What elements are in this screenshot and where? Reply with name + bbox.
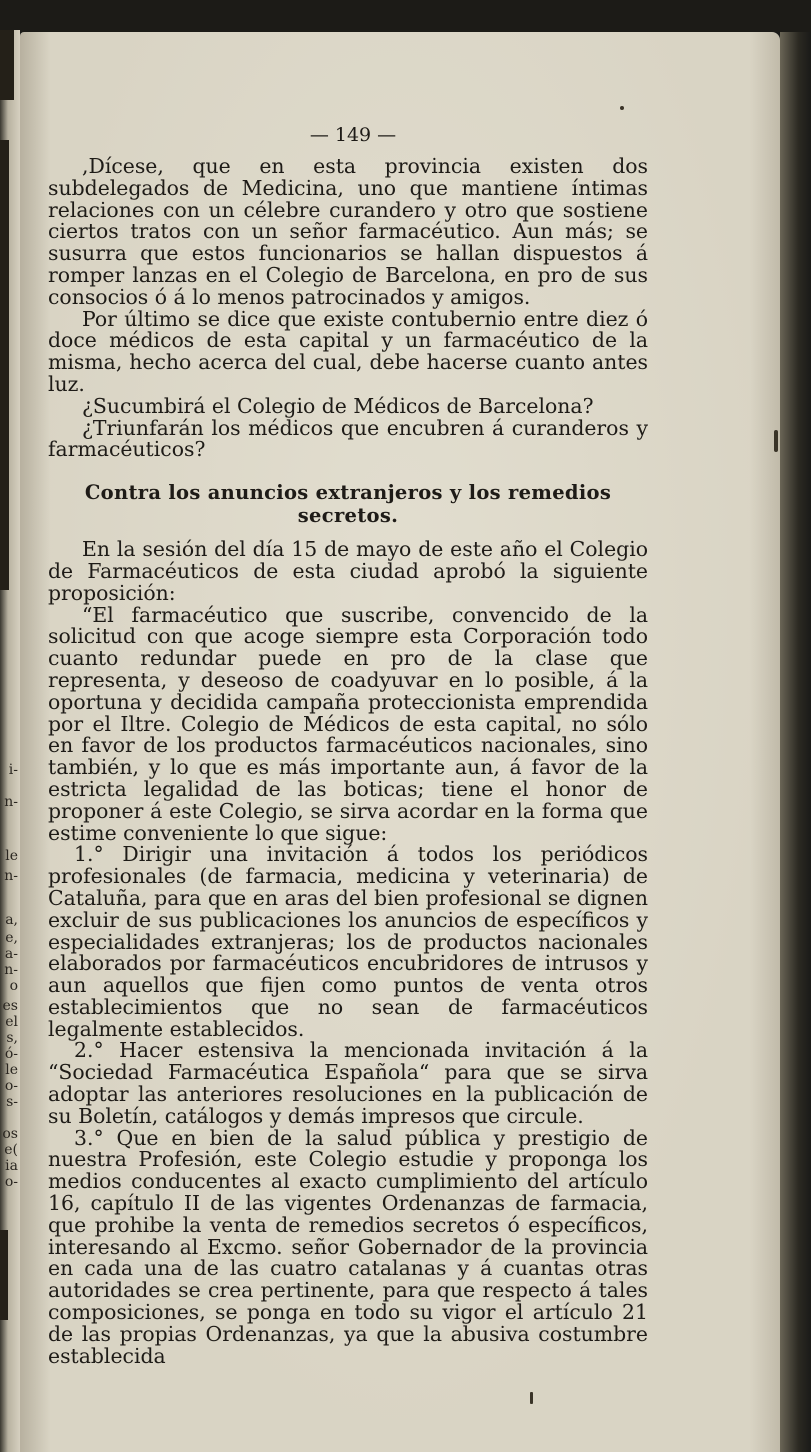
- list-item: 1.° Dirigir una invitación á todos los periódicos profesionales (de farmacia, medicina y veterinaria) de Cataluña, para que en aras del bien profesional se dignen excluir de sus publicaciones los anuncios de específicos y especialidades extranjeras; los de productos nacionales elaborados por farmacéuticos encubridores de intrusos y aun aquellos que fijen como puntos de venta otros establecimientos que no sean de farmacéuticos legalmente establecidos.: [48, 842, 648, 1041]
- left-fragment: os: [2, 1126, 18, 1142]
- scanner-background-top: [0, 0, 811, 32]
- adjacent-page-edge: [0, 30, 20, 1452]
- section-heading: Contra los anuncios extranjeros y los remedios secretos.: [84, 481, 612, 528]
- left-fragment: s-: [6, 1094, 18, 1110]
- left-fragment: o: [9, 978, 18, 994]
- paragraph: “El farmacéutico que suscribe, convencido de la solicitud con que acoge siempre esta Corporación todo cuanto redundar puede en pro de la clase que representa, y deseoso de coadyuvar en lo posible, á la oportuna y decidida campaña proteccionista emprendida por el Iltre. Colegio de Médicos de esta capital, no sólo en favor de los productos farmacéuticos nacionales, sino también, y lo que es más importante aun, á favor de la estricta legalidad de las boticas; tiene el honor de proponer á este Colegio, se sirva acordar en la forma que estime conveniente lo que sigue:: [48, 602, 648, 845]
- left-fragment: a-: [4, 946, 18, 962]
- left-fragment: a,: [5, 912, 18, 928]
- ink-mark: [530, 1392, 533, 1404]
- paragraph: En la sesión del día 15 de mayo de este año el Colegio de Farmacéuticos de esta ciudad aprobó la siguiente proposición:: [48, 537, 648, 605]
- left-fragment: i-: [8, 762, 18, 778]
- left-fragment: e(: [4, 1142, 18, 1158]
- paragraph: Por último se dice que existe contubernio entre diez ó doce médicos de esta capital y un farmacéutico de la misma, hecho acerca del cual, debe hacerse cuanto antes luz.: [48, 306, 648, 396]
- left-fragment: o-: [4, 1174, 18, 1190]
- left-fragment: s,: [6, 1030, 18, 1046]
- left-fragment: o-: [4, 1078, 18, 1094]
- adjacent-page-illustration-edge: [0, 140, 9, 590]
- ink-mark: [774, 430, 778, 452]
- left-fragment: le: [5, 1062, 18, 1078]
- left-fragment: ó-: [4, 1046, 18, 1062]
- left-fragment: el: [5, 1014, 18, 1030]
- paragraph: ,Dícese, que en esta provincia existen dos subdelegados de Medicina, uno que mantiene íntimas relaciones con un célebre curandero y otro que sostiene ciertos tratos con un señor farmacéutico. Aun más; se susurra que estos funcionarios se hallan dispuestos á romper lanzas en el Colegio de Barcelona, en pro de sus consocios ó á lo menos patrocinados y amigos.: [48, 154, 648, 309]
- paragraph: ¿Triunfarán los médicos que encubren á curanderos y farmacéuticos?: [48, 415, 648, 462]
- page-number: — 149 —: [309, 124, 397, 146]
- list-item: 2.° Hacer estensiva la mencionada invitación á la “Sociedad Farmacéutica Española“ para que se sirva adoptar las anteriores resoluciones en la publicación de su Boletín, catálogos y demás impresos que circule.: [48, 1038, 648, 1128]
- adjacent-page-shadow: [0, 1230, 8, 1320]
- left-fragment: es: [2, 998, 18, 1014]
- left-fragment: ia: [5, 1158, 18, 1174]
- ink-speck: [620, 106, 624, 110]
- page-right-edge-shadow: [780, 32, 811, 1452]
- left-fragment: n-: [4, 868, 18, 884]
- list-item: 3.° Que en bien de la salud pública y prestigio de nuestra Profesión, este Colegio estudie y proponga los medios conducentes al exacto cumplimiento del artículo 16, capítulo II de las vigentes Ordenanzas de farmacia, que prohibe la venta de remedios secretos ó específicos, interesando al Excmo. señor Gobernador de la provincia en cada una de las cuatro catalanas y á cuantas otras autoridades se crea pertinente, para que respecto á tales composiciones, se ponga en todo su vigor el artículo 21 de las propias Ordenanzas, ya que la abusiva costumbre establecida: [48, 1125, 648, 1368]
- left-fragment: n-: [4, 962, 18, 978]
- adjacent-page-shadow: [0, 30, 14, 100]
- paragraph: ¿Sucumbirá el Colegio de Médicos de Barcelona?: [82, 393, 594, 418]
- page-text-column: [48, 124, 648, 1367]
- left-fragment: e,: [5, 930, 18, 946]
- left-fragment: le: [5, 848, 18, 864]
- left-fragment: n-: [4, 794, 18, 810]
